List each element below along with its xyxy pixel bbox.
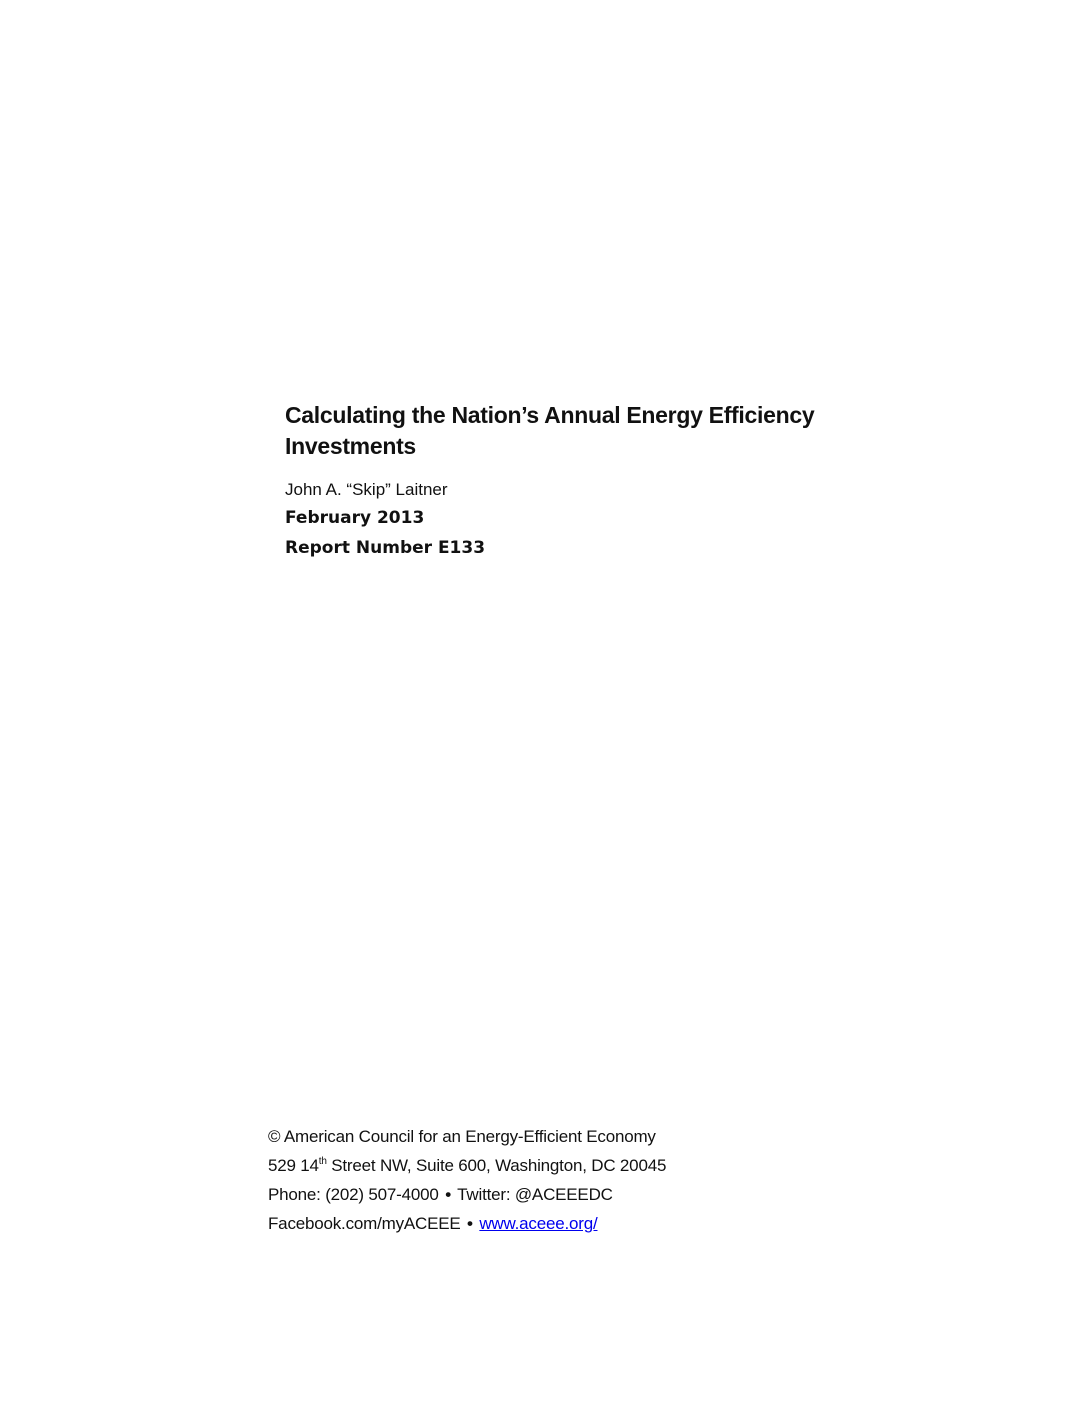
report-title [285,400,885,462]
web-line [268,1209,868,1238]
twitter-handle: Twitter: @ACEEEDC [452,1185,613,1204]
address-line [268,1151,868,1180]
website-link[interactable]: www.aceee.org/ [479,1214,598,1233]
address-ordinal-suffix: th [318,1156,327,1167]
report-title-line-1: Calculating the Nation’s Annual Energy Efficiency [285,402,815,428]
address-number: 529 14 [268,1156,319,1175]
bullet-separator: • [467,1214,473,1233]
facebook-page: Facebook.com/myACEEE [268,1214,466,1233]
bullet-separator: • [445,1185,451,1204]
report-title-block [285,400,885,559]
report-date: February 2013 [285,508,425,528]
contact-line [268,1180,868,1209]
phone-number: Phone: (202) 507-4000 [268,1185,444,1204]
address-street: Street NW, Suite 600, Washington, DC 20045 [326,1156,667,1175]
publisher-footer [268,1122,868,1238]
report-author: John A. “Skip” Laitner [285,480,448,499]
copyright-line: © American Council for an Energy-Efficient Economy [268,1127,656,1146]
report-number: Report Number E133 [285,538,486,558]
report-title-line-2: Investments [285,433,416,459]
